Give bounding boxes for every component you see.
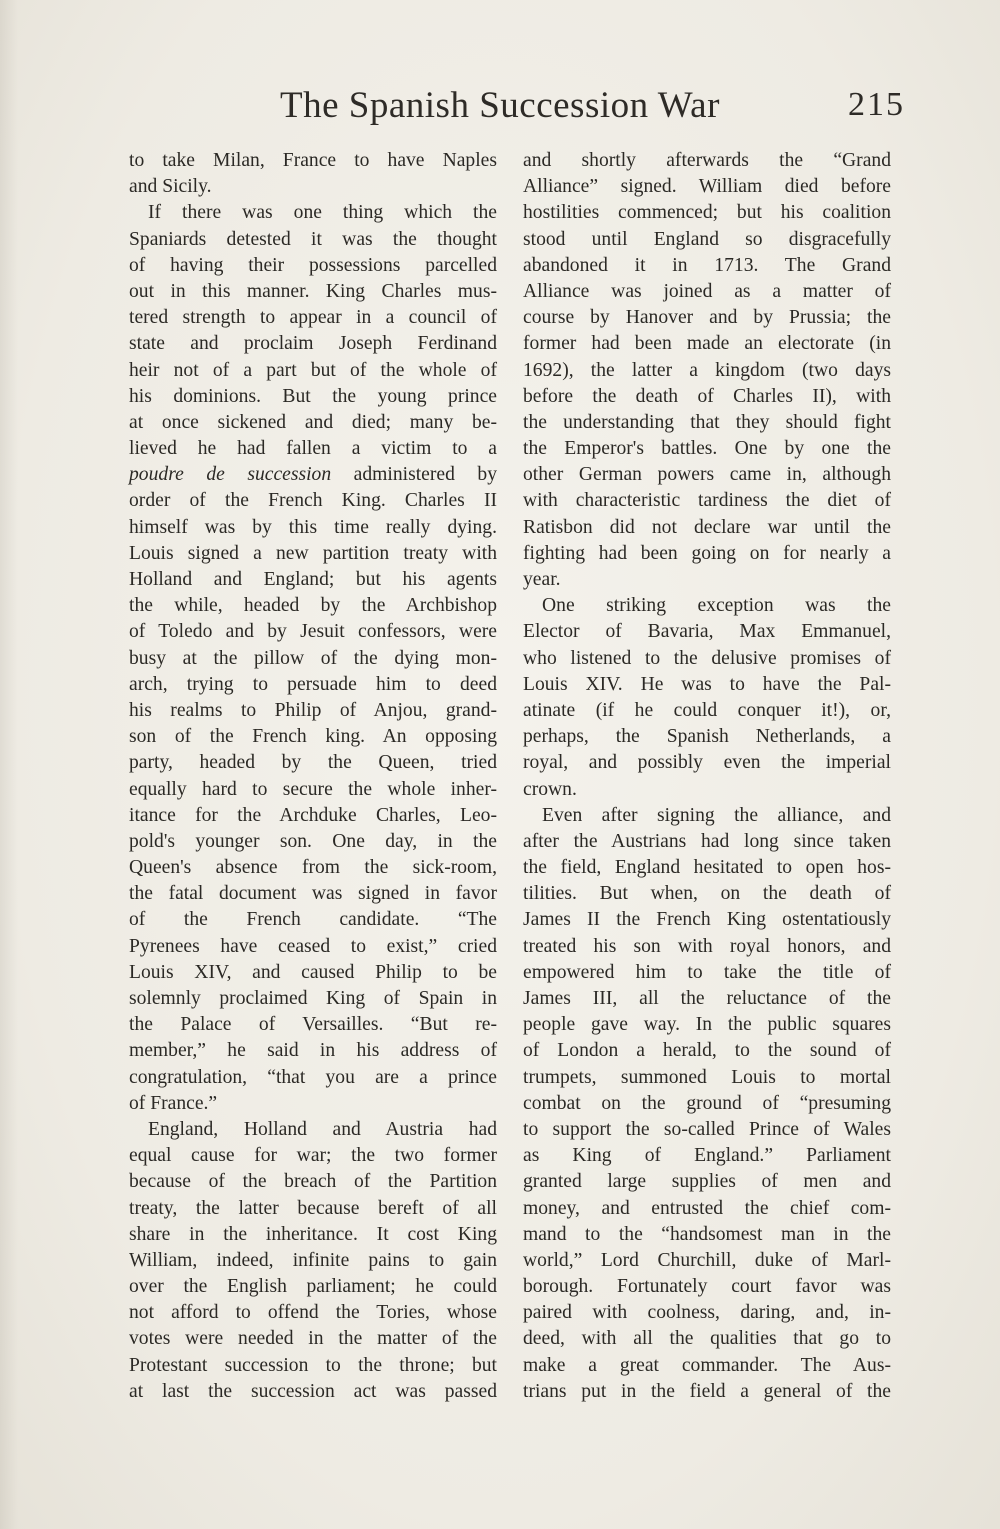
running-head: The Spanish Succession War [280, 85, 720, 126]
text-line: to support the so-called Prince of Wales [523, 1118, 891, 1140]
text-line: James II the French King ostentatiously [523, 909, 891, 931]
text-line: other German powers came in, although [523, 464, 891, 486]
text-line: trians put in the field a general of the [523, 1380, 891, 1402]
text-line: member,” he said in his address of [129, 1040, 497, 1062]
text-line: the while, headed by the Archbishop [129, 595, 497, 617]
text-fragment: administered by [331, 464, 497, 486]
text-line: pold's younger son. One day, in the [129, 830, 497, 852]
text-line: former had been made an electorate (in [523, 333, 891, 355]
text-line: the Palace of Versailles. “But re- [129, 1014, 497, 1036]
text-line: the fatal document was signed in favor [129, 883, 497, 905]
text-line: If there was one thing which the [148, 202, 497, 224]
text-line: treaty, the latter because bereft of all [129, 1197, 497, 1219]
text-line: James III, all the reluctance of the [523, 988, 891, 1009]
text-line: Alliance was joined as a matter of [523, 280, 891, 302]
text-line: after the Austrians had long since taken [523, 830, 891, 852]
text-line: the understanding that they should fight [523, 411, 891, 433]
text-line: treated his son with royal honors, and [523, 935, 891, 957]
text-line: William, indeed, infinite pains to gain [129, 1249, 497, 1271]
text-line: heir not of a part but of the whole of [129, 359, 497, 381]
text-line: congratulation, “that you are a prince [129, 1066, 497, 1088]
text-line: of the French candidate. “The [129, 909, 497, 931]
text-line: party, headed by the Queen, tried [129, 752, 497, 774]
text-line: crown. [523, 778, 577, 800]
text-line: abandoned it in 1713. The Grand [523, 254, 891, 276]
text-line: world,” Lord Churchill, duke of Marl- [523, 1249, 891, 1271]
text-line: 1692), the latter a kingdom (two days [523, 359, 891, 381]
text-line: people gave way. In the public squares [523, 1014, 891, 1036]
page-edge-shadow [0, 0, 18, 1529]
text-line: trumpets, summoned Louis to mortal [523, 1066, 891, 1088]
text-line: son of the French king. An opposing [129, 726, 497, 748]
text-line: out in this manner. King Charles mus- [129, 280, 497, 302]
text-line: not afford to offend the Tories, whose [129, 1302, 497, 1324]
text-line: at once sickened and died; many be- [129, 411, 497, 433]
text-line: because of the breach of the Partition [129, 1171, 497, 1193]
text-line: with characteristic tardiness the diet of [523, 490, 891, 512]
text-line: of France.” [129, 1092, 218, 1114]
italic-phrase: poudre de succession [129, 464, 332, 486]
text-line: Holland and England; but his agents [129, 569, 497, 590]
text-line: of London a herald, to the sound of [523, 1040, 891, 1062]
text-line: atinate (if he could conquer it!), or, [523, 699, 891, 721]
text-line: share in the inheritance. It cost King [129, 1223, 497, 1245]
text-line: Ratisbon did not declare war until the [523, 516, 891, 538]
text-line: perhaps, the Spanish Netherlands, a [523, 726, 891, 748]
text-line: of Toledo and by Jesuit confessors, were [129, 621, 497, 643]
text-line: before the death of Charles II), with [523, 385, 891, 407]
text-line: order of the French King. Charles II [129, 490, 497, 512]
text-line: deed, with all the qualities that go to [523, 1328, 891, 1350]
text-line: money, and entrusted the chief com- [523, 1197, 891, 1219]
text-line: One striking exception was the [542, 595, 891, 617]
text-line: itance for the Archduke Charles, Leo- [129, 804, 497, 826]
text-line: borough. Fortunately court favor was [523, 1276, 891, 1298]
text-line: his realms to Philip of Anjou, grand- [129, 699, 497, 721]
text-line: as King of England.” Parliament [523, 1145, 891, 1167]
text-line: himself was by this time really dying. [129, 516, 497, 538]
text-line: Louis XIV. He was to have the Pal- [523, 673, 891, 695]
text-line: tered strength to appear in a council of [129, 307, 497, 329]
text-line: Even after signing the alliance, and [542, 804, 891, 826]
text-line: make a great commander. The Aus- [523, 1354, 891, 1376]
text-line: combat on the ground of “presuming [523, 1092, 891, 1114]
text-line: Spaniards detested it was the thought [129, 228, 497, 250]
text-line: lieved he had fallen a victim to a [129, 438, 497, 460]
text-line: busy at the pillow of the dying mon- [129, 647, 497, 669]
text-line: granted large supplies of men and [523, 1171, 891, 1193]
text-line: the Emperor's battles. One by one the [523, 438, 891, 460]
text-line: hostilities commenced; but his coalition [523, 202, 891, 224]
text-line: tilities. But when, on the death of [523, 883, 891, 905]
text-line: Louis signed a new partition treaty with [129, 542, 497, 564]
text-line: Alliance” signed. William died before [523, 176, 891, 198]
text-line: to take Milan, France to have Naples [129, 150, 497, 171]
text-line: equal cause for war; the two former [129, 1145, 497, 1167]
text-line: the field, England hesitated to open hos- [523, 857, 891, 879]
text-line: England, Holland and Austria had [148, 1118, 497, 1140]
text-line: royal, and possibly even the imperial [523, 752, 891, 774]
left-column [129, 148, 497, 1405]
text-line: of having their possessions parcelled [129, 254, 497, 276]
page-number: 215 [848, 86, 905, 123]
text-line: course by Hanover and by Prussia; the [523, 307, 891, 329]
text-line: paired with coolness, daring, and, in- [523, 1302, 891, 1324]
text-line: mand to the “handsomest man in the [523, 1223, 891, 1245]
text-line: over the English parliament; he could [129, 1276, 497, 1298]
text-line: and shortly afterwards the “Grand [523, 150, 891, 171]
right-column [523, 148, 891, 1405]
text-line: and Sicily. [129, 176, 212, 198]
text-line: state and proclaim Joseph Ferdinand [129, 333, 497, 355]
text-line: fighting had been going on for nearly a [523, 542, 891, 564]
text-line: who listened to the delusive promises of [523, 647, 891, 669]
text-line: Queen's absence from the sick-room, [129, 857, 497, 879]
text-line: his dominions. But the young prince [129, 385, 497, 407]
text-line: Pyrenees have ceased to exist,” cried [129, 935, 497, 957]
text-line: Louis XIV, and caused Philip to be [129, 961, 497, 983]
text-line: Protestant succession to the throne; but [129, 1354, 497, 1376]
text-line: at last the succession act was passed [129, 1380, 497, 1402]
text-line: year. [523, 569, 561, 590]
text-line: votes were needed in the matter of the [129, 1328, 497, 1350]
page-header [130, 84, 905, 134]
text-line: arch, trying to persuade him to deed [129, 673, 497, 695]
text-line: stood until England so disgracefully [523, 228, 891, 250]
text-line: equally hard to secure the whole inher- [129, 778, 497, 800]
text-line: Elector of Bavaria, Max Emmanuel, [523, 621, 891, 643]
text-line: empowered him to take the title of [523, 961, 891, 983]
text-line: solemnly proclaimed King of Spain in [129, 988, 497, 1009]
text-line-italic [129, 462, 497, 488]
